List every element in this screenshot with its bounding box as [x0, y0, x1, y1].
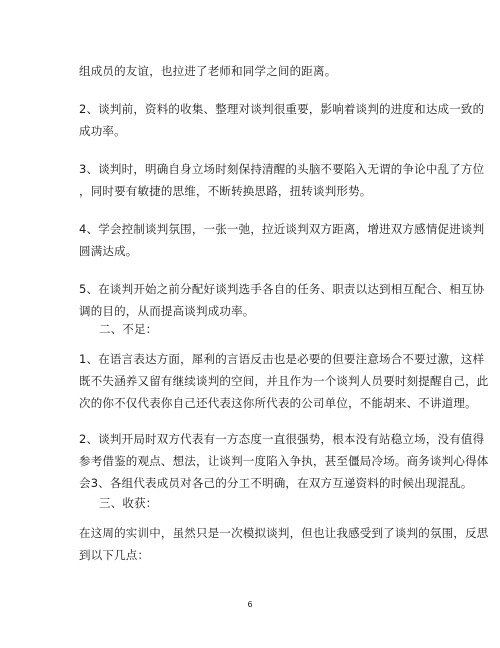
paragraph-line: 到以下几点：: [79, 548, 150, 562]
paragraph-line: ，同时要有敏捷的思维，不断转换思路，扭转谈判形势。: [79, 184, 372, 198]
paragraph-line: 5、在谈判开始之前分配好谈判选手各自的任务、职责以达到相互配合、相互协: [79, 282, 485, 296]
paragraph-line: 3、谈判时，明确自身立场时刻保持清醒的头脑不要陷入无谓的争论中乱了方位: [79, 162, 485, 176]
paragraph-line: 2、谈判开局时双方代表有一方态度一直很强势，根本没有站稳立场，没有值得: [79, 432, 485, 446]
paragraph-line: 2、谈判前，资料的收集、整理对谈判很重要，影响着谈判的进度和达成一致的: [79, 102, 485, 116]
paragraph-line: 调的目的，从而提高谈判成功率。: [79, 304, 255, 318]
section-heading: 二、不足：: [99, 322, 158, 336]
paragraph-line: 既不失涵养又留有继续谈判的空间，并且作为一个谈判人员要时刻提醒自己，此: [79, 374, 489, 388]
paragraph-line: 圆满达成。: [79, 244, 138, 258]
paragraph-line: 组成员的友谊，也拉进了老师和同学之间的距离。: [79, 64, 337, 78]
paragraph-line: 在这周的实训中，虽然只是一次模拟谈判，但也让我感受到了谈判的氛围，反思: [79, 526, 489, 540]
paragraph-line: 会3、各组代表成员对各己的分工不明确，在双方互递资料的时候出现混乱。: [79, 476, 473, 490]
paragraph-line: 成功率。: [79, 124, 126, 138]
paragraph-line: 次的你不仅代表你自己还代表这你所代表的公司单位，不能胡来、不讲道理。: [79, 396, 477, 410]
paragraph-line: 4、学会控制谈判氛围，一张一弛，拉近谈判双方距离，增进双方感情促进谈判: [79, 222, 485, 236]
page-number: 6: [247, 600, 253, 609]
paragraph-line: 1、在语言表达方面，犀利的言语反击也是必要的但要注意场合不要过激，这样: [79, 352, 485, 366]
paragraph-line: 参考借鉴的观点、想法，让谈判一度陷入争执，甚至僵局冷场。商务谈判心得体: [79, 454, 489, 468]
section-heading: 三、收获：: [99, 496, 158, 510]
